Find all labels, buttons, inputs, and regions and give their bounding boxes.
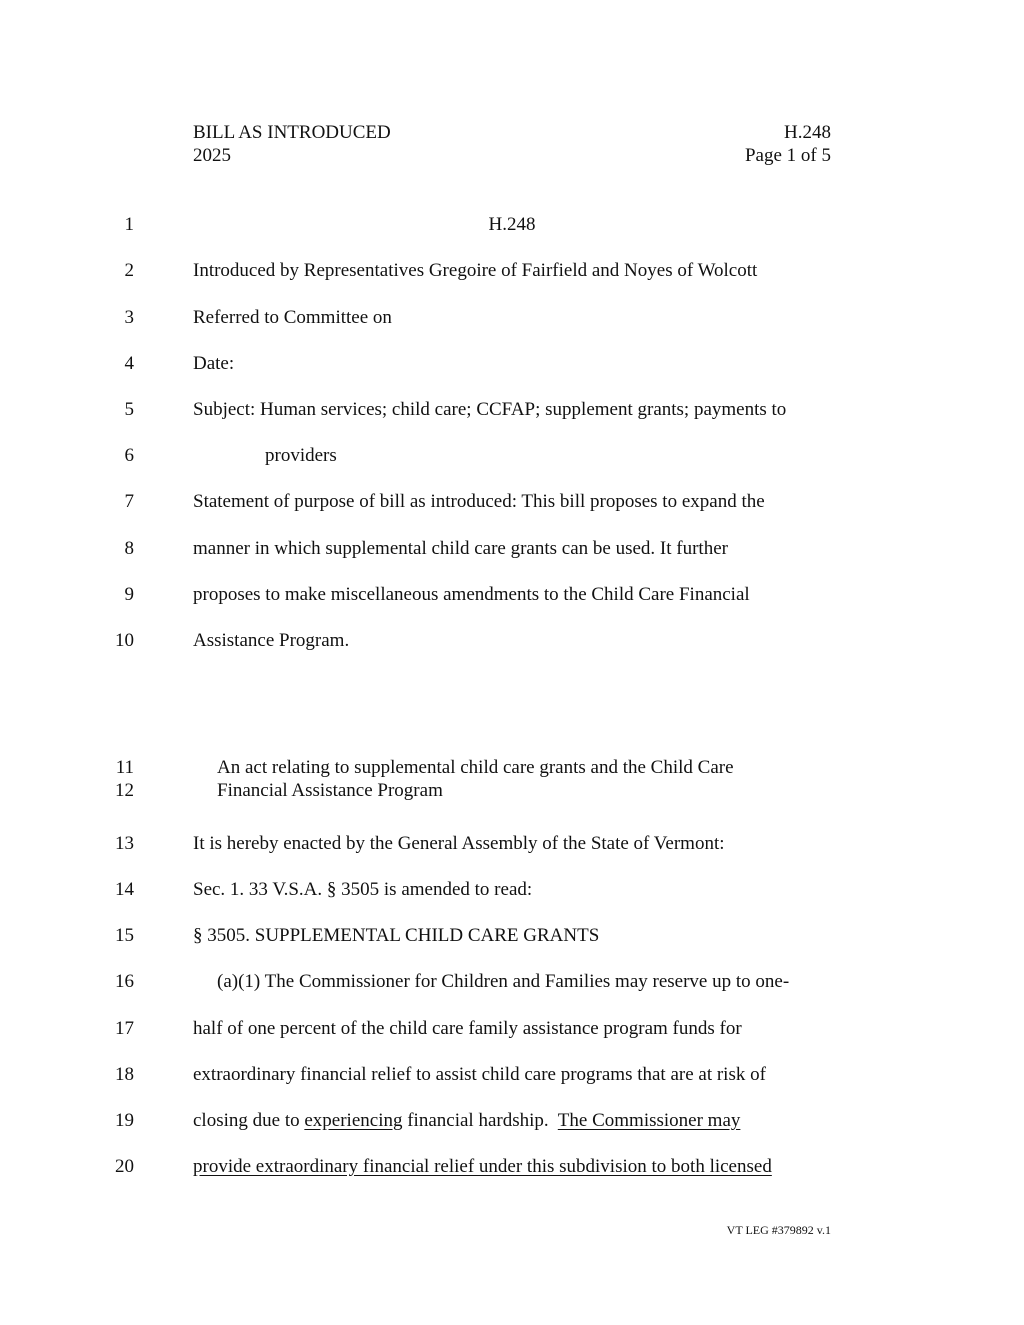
- header-bill-number: H.248: [784, 122, 831, 143]
- statement-line: manner in which supplemental child care grants can be used. It further: [193, 538, 728, 559]
- date-line: Date:: [193, 353, 235, 374]
- statute-heading: § 3505. SUPPLEMENTAL CHILD CARE GRANTS: [193, 925, 600, 946]
- header-page-number: Page 1 of 5: [744, 145, 831, 166]
- statute-text-line: extraordinary financial relief to assist child care programs that are at risk of: [193, 1064, 766, 1085]
- act-title-line: Financial Assistance Program: [217, 780, 443, 801]
- line-number: 1: [124, 214, 134, 235]
- line-number: 10: [115, 630, 134, 651]
- line-number: 2: [124, 260, 134, 281]
- statement-line: Assistance Program.: [193, 630, 350, 651]
- line-number: 19: [115, 1110, 134, 1131]
- line-number: 7: [124, 491, 134, 512]
- line-number: 14: [115, 879, 134, 900]
- line-number: 9: [124, 584, 134, 605]
- statute-text-line: (a)(1) The Commissioner for Children and Families may reserve up to one-: [217, 971, 790, 992]
- inserted-text: The Commissioner may: [557, 1110, 741, 1131]
- line-number: 17: [115, 1018, 134, 1039]
- line-number: 3: [124, 307, 134, 328]
- act-title-line: An act relating to supplemental child care grants and the Child Care: [217, 757, 734, 778]
- section-heading: Sec. 1. 33 V.S.A. § 3505 is amended to read:: [193, 879, 533, 900]
- statute-text: closing due to: [193, 1110, 305, 1131]
- statement-of-purpose: Statement of purpose of bill as introduced: This bill proposes to expand the: [193, 491, 765, 512]
- bill-title: H.248: [488, 214, 536, 235]
- document-id-footer: VT LEG #379892 v.1: [726, 1223, 831, 1237]
- statute-text-line: [193, 1109, 740, 1132]
- statement-line: proposes to make miscellaneous amendments to the Child Care Financial: [193, 584, 750, 605]
- header-bill-status: BILL AS INTRODUCED: [193, 122, 391, 143]
- subject-line: Subject: Human services; child care; CCFAP; supplement grants; payments to: [193, 399, 787, 420]
- line-number: 11: [115, 757, 134, 778]
- line-number: 18: [115, 1064, 134, 1085]
- inserted-text: experiencing: [304, 1110, 403, 1131]
- enacting-clause: It is hereby enacted by the General Assembly of the State of Vermont:: [193, 833, 725, 854]
- line-number: 5: [124, 399, 134, 420]
- line-number: 15: [115, 925, 134, 946]
- subject-continuation: providers: [265, 445, 337, 466]
- line-number: 8: [124, 538, 134, 559]
- referred-to-committee: Referred to Committee on: [193, 307, 392, 328]
- line-number: 6: [124, 445, 134, 466]
- line-number: 16: [115, 971, 134, 992]
- inserted-text-line: provide extraordinary financial relief under this subdivision to both licensed: [193, 1156, 772, 1177]
- line-number: 4: [124, 353, 134, 374]
- line-number: 20: [115, 1156, 134, 1177]
- statute-text-line: half of one percent of the child care family assistance program funds for: [193, 1018, 742, 1039]
- statute-text: financial hardship.: [402, 1110, 558, 1131]
- line-number: 13: [115, 833, 134, 854]
- header-year: 2025: [193, 145, 231, 166]
- introduced-by: Introduced by Representatives Gregoire of Fairfield and Noyes of Wolcott: [193, 260, 758, 281]
- line-number: 12: [115, 780, 134, 801]
